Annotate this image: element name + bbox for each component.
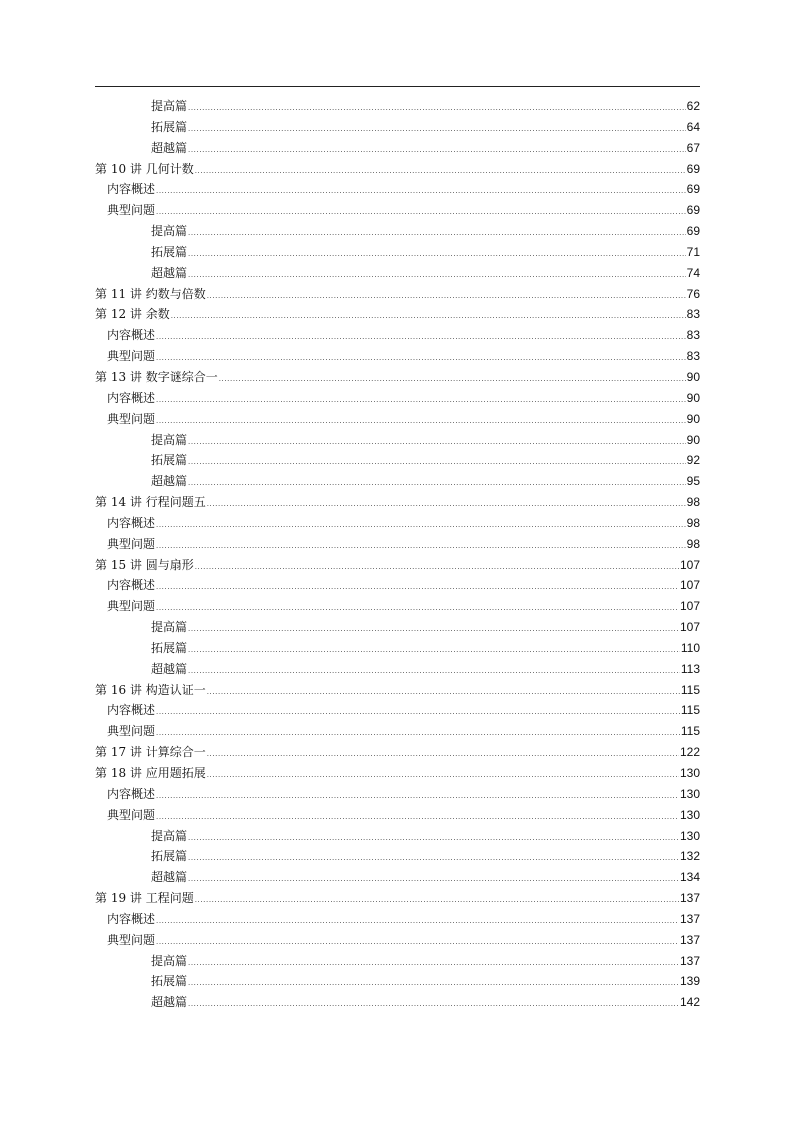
dot-leader	[156, 598, 679, 619]
toc-entry-label: 提高篇	[151, 432, 188, 447]
dot-leader	[171, 306, 686, 327]
toc-subsection-entry[interactable]	[95, 951, 700, 972]
dot-leader	[188, 828, 679, 849]
toc-page-number: 90	[686, 411, 700, 426]
toc-section-entry[interactable]	[95, 409, 700, 430]
toc-page-number: 83	[686, 349, 700, 364]
toc-page-number: 90	[686, 390, 700, 405]
toc-entry-label: 拓展篇	[151, 119, 188, 134]
toc-subsection-entry[interactable]	[95, 242, 700, 263]
toc-entry-label: 典型问题	[107, 599, 156, 614]
toc-page-number: 98	[686, 515, 700, 530]
toc-entry-label: 典型问题	[107, 536, 156, 551]
toc-entry-label: 超越篇	[151, 140, 188, 155]
toc-section-entry[interactable]	[95, 179, 700, 200]
toc-section-entry[interactable]	[95, 721, 700, 742]
dot-leader	[188, 265, 686, 286]
toc-section-entry[interactable]	[95, 575, 700, 596]
toc-page-number: 83	[686, 328, 700, 343]
toc-section-entry[interactable]	[95, 909, 700, 930]
toc-entry-label: 第 14 讲 行程问题五	[95, 495, 206, 510]
toc-entry-label: 内容概述	[107, 182, 156, 197]
toc-page-number: 137	[679, 911, 700, 926]
toc-page-number: 107	[679, 599, 700, 614]
toc-entry-label: 拓展篇	[151, 453, 188, 468]
toc-page-number: 69	[686, 203, 700, 218]
toc-entry-label: 超越篇	[151, 661, 188, 676]
dot-leader	[207, 286, 686, 307]
dot-leader	[156, 577, 679, 598]
toc-chapter-entry[interactable]	[95, 742, 700, 763]
toc-entry-label: 典型问题	[107, 724, 156, 739]
dot-leader	[188, 119, 686, 140]
toc-page-number: 76	[686, 286, 700, 301]
toc-chapter-entry[interactable]	[95, 367, 700, 388]
toc-entry-label: 内容概述	[107, 390, 156, 405]
header-rule	[95, 86, 700, 87]
toc-section-entry[interactable]	[95, 346, 700, 367]
toc-entry-label: 超越篇	[151, 474, 188, 489]
toc-entry-label: 典型问题	[107, 807, 156, 822]
toc-subsection-entry[interactable]	[95, 221, 700, 242]
toc-page-number: 107	[679, 578, 700, 593]
toc-subsection-entry[interactable]	[95, 471, 700, 492]
toc-page-number: 98	[686, 536, 700, 551]
toc-entry-label: 典型问题	[107, 203, 156, 218]
dot-leader	[188, 98, 686, 119]
dot-leader	[156, 536, 686, 557]
toc-entry-label: 内容概述	[107, 786, 156, 801]
toc-entry-label: 典型问题	[107, 349, 156, 364]
dot-leader	[156, 911, 679, 932]
dot-leader	[156, 327, 686, 348]
table-of-contents	[95, 96, 700, 1013]
toc-chapter-entry[interactable]	[95, 763, 700, 784]
dot-leader	[207, 682, 680, 703]
toc-section-entry[interactable]	[95, 700, 700, 721]
toc-entry-label: 典型问题	[107, 411, 156, 426]
toc-entry-label: 内容概述	[107, 911, 156, 926]
toc-entry-label: 第 15 讲 圆与扇形	[95, 557, 194, 572]
toc-page-number: 115	[680, 682, 700, 697]
toc-entry-label: 提高篇	[151, 99, 188, 113]
toc-section-entry[interactable]	[95, 805, 700, 826]
dot-leader	[195, 557, 679, 578]
toc-section-entry[interactable]	[95, 930, 700, 951]
toc-entry-label: 典型问题	[107, 932, 156, 947]
toc-entry-label: 第 12 讲 余数	[95, 307, 170, 322]
toc-page-number: 130	[679, 766, 700, 780]
dot-leader	[207, 494, 686, 515]
dot-leader	[188, 473, 686, 494]
dot-leader	[156, 181, 686, 202]
dot-leader	[195, 161, 686, 182]
dot-leader	[188, 869, 679, 890]
dot-leader	[188, 140, 686, 161]
toc-page-number: 110	[680, 640, 700, 655]
toc-page-number: 142	[679, 995, 700, 1010]
dot-leader	[156, 786, 679, 807]
toc-page-number: 132	[679, 849, 700, 864]
toc-page-number: 115	[680, 724, 700, 739]
toc-page-number: 130	[679, 828, 700, 843]
toc-entry-label: 提高篇	[151, 828, 188, 843]
toc-page-number: 74	[686, 265, 700, 280]
dot-leader	[219, 369, 686, 390]
dot-leader	[207, 765, 679, 786]
toc-section-entry[interactable]	[95, 534, 700, 555]
dot-leader	[156, 807, 679, 828]
toc-chapter-entry[interactable]	[95, 284, 700, 305]
toc-page-number: 122	[679, 745, 700, 760]
toc-subsection-entry[interactable]	[95, 867, 700, 888]
toc-subsection-entry[interactable]	[95, 117, 700, 138]
toc-page-number: 90	[686, 369, 700, 384]
toc-entry-label: 拓展篇	[151, 244, 188, 259]
toc-subsection-entry[interactable]	[95, 263, 700, 284]
dot-leader	[156, 932, 679, 953]
toc-section-entry[interactable]	[95, 596, 700, 617]
toc-page-number: 139	[679, 974, 700, 989]
toc-subsection-entry[interactable]	[95, 450, 700, 471]
toc-entry-label: 内容概述	[107, 578, 156, 593]
toc-subsection-entry[interactable]	[95, 430, 700, 451]
toc-page-number: 137	[679, 932, 700, 947]
toc-page-number: 83	[686, 307, 700, 322]
toc-entry-label: 提高篇	[151, 953, 188, 968]
toc-entry-label: 内容概述	[107, 515, 156, 530]
dot-leader	[156, 390, 686, 411]
toc-entry-label: 第 16 讲 构造认证一	[95, 682, 206, 697]
toc-chapter-entry[interactable]	[95, 304, 700, 325]
toc-section-entry[interactable]	[95, 325, 700, 346]
toc-entry-label: 拓展篇	[151, 640, 188, 655]
dot-leader	[156, 515, 686, 536]
dot-leader	[188, 452, 686, 473]
toc-entry-label: 第 17 讲 计算综合一	[95, 745, 206, 760]
toc-entry-label: 第 19 讲 工程问题	[95, 891, 194, 906]
toc-subsection-entry[interactable]	[95, 846, 700, 867]
toc-section-entry[interactable]	[95, 784, 700, 805]
dot-leader	[156, 411, 686, 432]
toc-chapter-entry[interactable]	[95, 555, 700, 576]
toc-entry-label: 超越篇	[151, 995, 188, 1010]
toc-page-number: 107	[679, 557, 700, 572]
toc-entry-label: 超越篇	[151, 870, 188, 885]
dot-leader	[188, 244, 686, 265]
toc-entry-label: 拓展篇	[151, 974, 188, 989]
dot-leader	[207, 744, 679, 765]
toc-subsection-entry[interactable]	[95, 992, 700, 1013]
dot-leader	[156, 202, 686, 223]
toc-entry-label: 第 11 讲 约数与倍数	[95, 286, 206, 301]
toc-subsection-entry[interactable]	[95, 659, 700, 680]
dot-leader	[188, 994, 679, 1015]
toc-subsection-entry[interactable]	[95, 638, 700, 659]
toc-page-number: 71	[686, 244, 700, 259]
dot-leader	[188, 973, 679, 994]
toc-page-number: 137	[679, 953, 700, 968]
toc-subsection-entry[interactable]	[95, 96, 700, 117]
toc-entry-label: 超越篇	[151, 265, 188, 280]
toc-page-number: 69	[686, 224, 700, 239]
toc-entry-label: 内容概述	[107, 703, 156, 718]
toc-page-number: 113	[680, 661, 700, 676]
dot-leader	[188, 848, 679, 869]
toc-entry-label: 提高篇	[151, 224, 188, 239]
toc-page-number: 62	[686, 99, 700, 113]
toc-entry-label: 内容概述	[107, 328, 156, 343]
toc-page-number: 130	[679, 786, 700, 801]
toc-subsection-entry[interactable]	[95, 971, 700, 992]
toc-entry-label: 拓展篇	[151, 849, 188, 864]
dot-leader	[188, 661, 680, 682]
toc-page-number: 95	[686, 474, 700, 489]
toc-section-entry[interactable]	[95, 388, 700, 409]
dot-leader	[188, 432, 686, 453]
toc-page-number: 107	[679, 620, 700, 635]
toc-page-number: 92	[686, 453, 700, 468]
toc-entry-label: 提高篇	[151, 620, 188, 635]
toc-subsection-entry[interactable]	[95, 138, 700, 159]
toc-page-number: 69	[686, 182, 700, 197]
toc-page-number: 137	[679, 891, 700, 906]
toc-chapter-entry[interactable]	[95, 159, 700, 180]
toc-chapter-entry[interactable]	[95, 492, 700, 513]
toc-page-number: 98	[686, 495, 700, 510]
toc-page-number: 130	[679, 807, 700, 822]
dot-leader	[188, 223, 686, 244]
toc-page-number: 64	[686, 119, 700, 134]
toc-chapter-entry[interactable]	[95, 680, 700, 701]
dot-leader	[188, 640, 680, 661]
toc-page-number: 90	[686, 432, 700, 447]
toc-section-entry[interactable]	[95, 200, 700, 221]
toc-page-number: 115	[680, 703, 700, 718]
toc-entry-label: 第 10 讲 几何计数	[95, 161, 194, 176]
toc-page-number: 67	[686, 140, 700, 155]
dot-leader	[156, 702, 680, 723]
toc-subsection-entry[interactable]	[95, 826, 700, 847]
toc-chapter-entry[interactable]	[95, 888, 700, 909]
toc-page-number: 69	[686, 161, 700, 176]
toc-section-entry[interactable]	[95, 513, 700, 534]
dot-leader	[195, 890, 679, 911]
dot-leader	[156, 723, 680, 744]
toc-subsection-entry[interactable]	[95, 617, 700, 638]
dot-leader	[188, 619, 679, 640]
toc-entry-label: 第 18 讲 应用题拓展	[95, 766, 206, 780]
dot-leader	[156, 348, 686, 369]
toc-entry-label: 第 13 讲 数字谜综合一	[95, 369, 218, 384]
dot-leader	[188, 953, 679, 974]
toc-page-number: 134	[679, 870, 700, 885]
